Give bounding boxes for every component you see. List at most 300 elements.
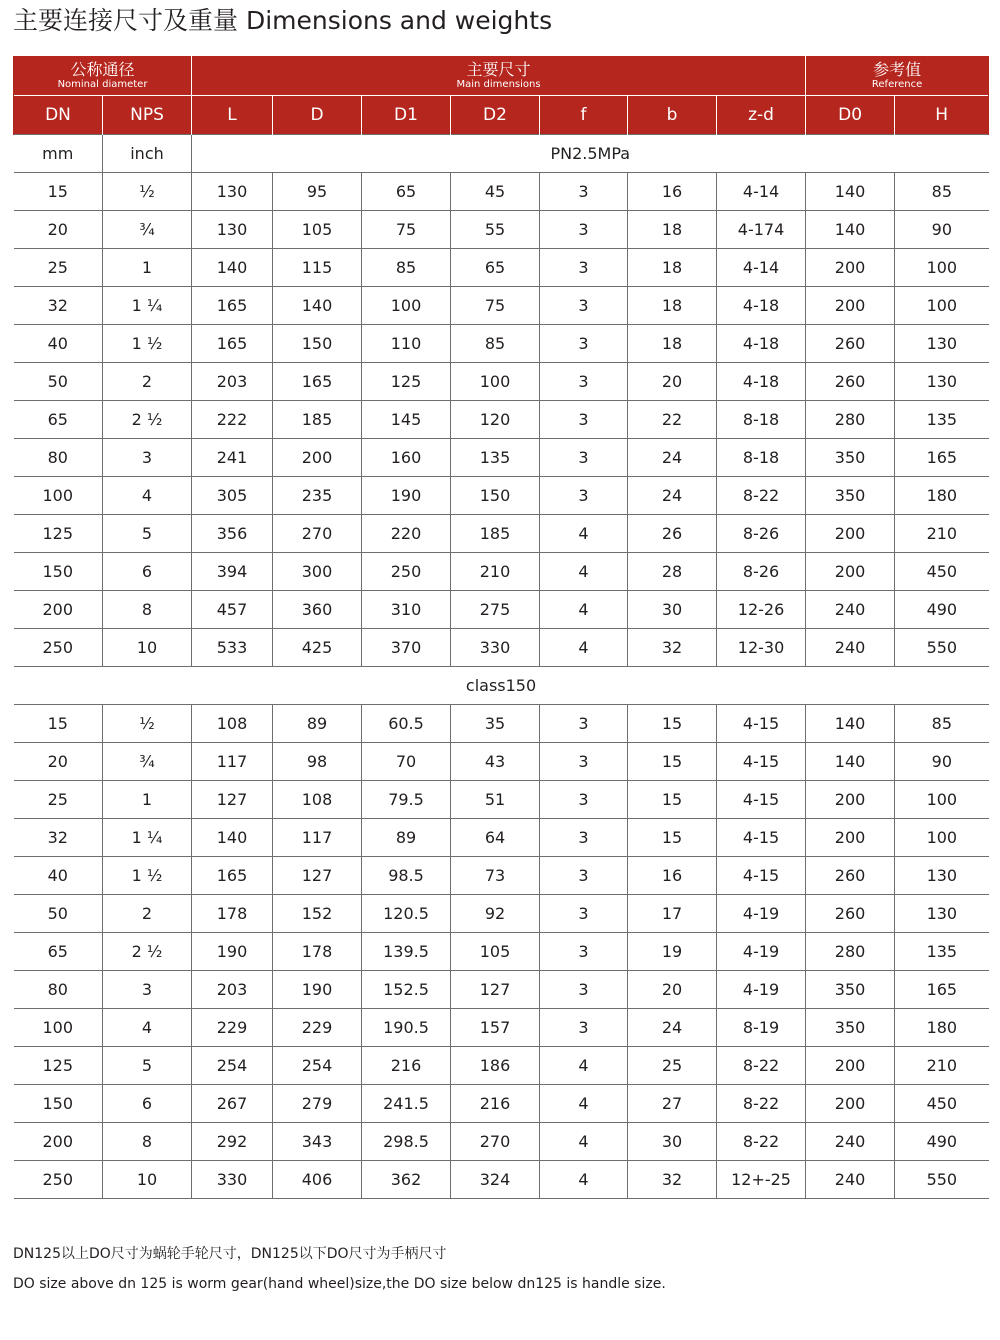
cell-h: 490 [895, 1123, 989, 1161]
cell-b: 32 [628, 629, 717, 667]
cell-f: 4 [540, 515, 628, 553]
group-header-row [14, 57, 989, 96]
cell-d0: 350 [806, 439, 895, 477]
cell-d: 343 [273, 1123, 362, 1161]
cell-dn: 65 [14, 401, 103, 439]
cell-z-d: 4-14 [717, 249, 806, 287]
note-zh: DN125以上DO尺寸为蜗轮手轮尺寸，DN125以下DO尺寸为手柄尺寸 [13, 1246, 447, 1262]
group-header-zh: 参考值 [873, 60, 922, 79]
cell-nps: 1 ½ [103, 857, 192, 895]
cell-d1: 65 [362, 173, 451, 211]
cell-d: 185 [273, 401, 362, 439]
cell-dn: 20 [14, 743, 103, 781]
cell-f: 4 [540, 1161, 628, 1199]
table-row [14, 933, 989, 971]
cell-d1: 220 [362, 515, 451, 553]
group-header-en: Main dimensions [456, 79, 541, 90]
cell-d: 140 [273, 287, 362, 325]
cell-b: 32 [628, 1161, 717, 1199]
cell-h: 85 [895, 173, 989, 211]
cell-nps: 1 [103, 249, 192, 287]
group-header-main-dimensions [192, 57, 806, 96]
cell-d1: 250 [362, 553, 451, 591]
cell-d: 108 [273, 781, 362, 819]
cell-dn: 250 [14, 1161, 103, 1199]
cell-l: 533 [192, 629, 273, 667]
cell-l: 117 [192, 743, 273, 781]
column-header-b: b [628, 96, 717, 135]
cell-h: 100 [895, 287, 989, 325]
cell-nps: 4 [103, 477, 192, 515]
cell-dn: 100 [14, 1009, 103, 1047]
cell-d2: 330 [451, 629, 540, 667]
cell-h: 85 [895, 705, 989, 743]
cell-f: 3 [540, 743, 628, 781]
cell-h: 130 [895, 325, 989, 363]
table-row [14, 515, 989, 553]
cell-l: 165 [192, 325, 273, 363]
cell-dn: 150 [14, 1085, 103, 1123]
cell-d1: 120.5 [362, 895, 451, 933]
cell-d2: 43 [451, 743, 540, 781]
cell-z-d: 4-15 [717, 857, 806, 895]
cell-d0: 200 [806, 249, 895, 287]
cell-nps: 10 [103, 1161, 192, 1199]
cell-f: 4 [540, 591, 628, 629]
cell-z-d: 8-18 [717, 401, 806, 439]
cell-h: 90 [895, 211, 989, 249]
cell-h: 490 [895, 591, 989, 629]
cell-f: 4 [540, 1123, 628, 1161]
cell-nps: 3 [103, 439, 192, 477]
cell-d: 190 [273, 971, 362, 1009]
column-header-h: H [895, 96, 989, 135]
cell-dn: 150 [14, 553, 103, 591]
cell-b: 15 [628, 819, 717, 857]
cell-f: 3 [540, 287, 628, 325]
cell-d2: 216 [451, 1085, 540, 1123]
units-row [14, 135, 989, 173]
table-row [14, 819, 989, 857]
cell-d1: 152.5 [362, 971, 451, 1009]
cell-d2: 150 [451, 477, 540, 515]
cell-f: 3 [540, 895, 628, 933]
cell-l: 203 [192, 363, 273, 401]
cell-nps: 3 [103, 971, 192, 1009]
cell-d: 152 [273, 895, 362, 933]
cell-d2: 185 [451, 515, 540, 553]
cell-d0: 200 [806, 1085, 895, 1123]
table-row [14, 591, 989, 629]
cell-d1: 190.5 [362, 1009, 451, 1047]
cell-d0: 260 [806, 325, 895, 363]
cell-d0: 260 [806, 363, 895, 401]
cell-f: 4 [540, 1047, 628, 1085]
cell-d1: 85 [362, 249, 451, 287]
cell-f: 4 [540, 1085, 628, 1123]
table-row [14, 743, 989, 781]
cell-h: 165 [895, 971, 989, 1009]
cell-z-d: 4-19 [717, 933, 806, 971]
cell-d0: 200 [806, 781, 895, 819]
cell-b: 15 [628, 781, 717, 819]
note-en: DO size above dn 125 is worm gear(hand wheel)size,the DO size below dn125 is handle size. [13, 1276, 666, 1292]
cell-dn: 125 [14, 1047, 103, 1085]
cell-d2: 65 [451, 249, 540, 287]
cell-d1: 79.5 [362, 781, 451, 819]
cell-f: 3 [540, 933, 628, 971]
cell-d: 178 [273, 933, 362, 971]
cell-d: 98 [273, 743, 362, 781]
cell-d2: 210 [451, 553, 540, 591]
cell-z-d: 8-19 [717, 1009, 806, 1047]
cell-d2: 270 [451, 1123, 540, 1161]
cell-d2: 275 [451, 591, 540, 629]
cell-l: 292 [192, 1123, 273, 1161]
column-header-d0: D0 [806, 96, 895, 135]
cell-d: 300 [273, 553, 362, 591]
cell-dn: 200 [14, 1123, 103, 1161]
cell-d2: 120 [451, 401, 540, 439]
cell-d1: 139.5 [362, 933, 451, 971]
cell-h: 180 [895, 477, 989, 515]
cell-l: 203 [192, 971, 273, 1009]
cell-l: 108 [192, 705, 273, 743]
cell-dn: 125 [14, 515, 103, 553]
unit-nps: inch [103, 135, 192, 173]
cell-z-d: 8-26 [717, 515, 806, 553]
cell-nps: ½ [103, 173, 192, 211]
column-header-d2: D2 [451, 96, 540, 135]
cell-h: 210 [895, 515, 989, 553]
cell-nps: 10 [103, 629, 192, 667]
cell-d1: 125 [362, 363, 451, 401]
cell-d0: 140 [806, 705, 895, 743]
cell-d2: 73 [451, 857, 540, 895]
cell-l: 130 [192, 173, 273, 211]
table-row [14, 325, 989, 363]
cell-d0: 240 [806, 591, 895, 629]
table-row [14, 287, 989, 325]
cell-l: 457 [192, 591, 273, 629]
cell-d1: 362 [362, 1161, 451, 1199]
cell-f: 4 [540, 553, 628, 591]
cell-h: 90 [895, 743, 989, 781]
cell-f: 3 [540, 781, 628, 819]
cell-f: 3 [540, 211, 628, 249]
unit-dn: mm [14, 135, 103, 173]
page-title: 主要连接尺寸及重量 Dimensions and weights [13, 6, 553, 35]
cell-b: 15 [628, 705, 717, 743]
cell-dn: 80 [14, 971, 103, 1009]
cell-d0: 200 [806, 515, 895, 553]
cell-d1: 216 [362, 1047, 451, 1085]
group-header-zh: 主要尺寸 [466, 60, 531, 79]
table-row [14, 971, 989, 1009]
column-header-l: L [192, 96, 273, 135]
cell-f: 3 [540, 705, 628, 743]
cell-b: 26 [628, 515, 717, 553]
cell-d0: 280 [806, 933, 895, 971]
cell-dn: 25 [14, 781, 103, 819]
cell-dn: 40 [14, 857, 103, 895]
cell-dn: 200 [14, 591, 103, 629]
cell-dn: 32 [14, 287, 103, 325]
cell-z-d: 4-18 [717, 287, 806, 325]
cell-d2: 85 [451, 325, 540, 363]
cell-d1: 298.5 [362, 1123, 451, 1161]
table-row [14, 249, 989, 287]
cell-b: 25 [628, 1047, 717, 1085]
cell-d: 200 [273, 439, 362, 477]
cell-d0: 260 [806, 857, 895, 895]
cell-f: 3 [540, 1009, 628, 1047]
cell-nps: 2 ½ [103, 401, 192, 439]
cell-b: 18 [628, 287, 717, 325]
column-header-z-d: z-d [717, 96, 806, 135]
cell-z-d: 8-22 [717, 477, 806, 515]
cell-dn: 80 [14, 439, 103, 477]
cell-d1: 100 [362, 287, 451, 325]
table-row [14, 401, 989, 439]
cell-d: 360 [273, 591, 362, 629]
table-row [14, 705, 989, 743]
cell-b: 20 [628, 971, 717, 1009]
cell-f: 3 [540, 971, 628, 1009]
cell-d0: 350 [806, 971, 895, 1009]
table-row [14, 1161, 989, 1199]
cell-d2: 75 [451, 287, 540, 325]
cell-l: 267 [192, 1085, 273, 1123]
cell-nps: 5 [103, 515, 192, 553]
cell-d: 105 [273, 211, 362, 249]
cell-d2: 51 [451, 781, 540, 819]
cell-h: 180 [895, 1009, 989, 1047]
cell-l: 394 [192, 553, 273, 591]
table-row [14, 857, 989, 895]
cell-l: 356 [192, 515, 273, 553]
cell-d2: 55 [451, 211, 540, 249]
table-row [14, 553, 989, 591]
cell-z-d: 4-18 [717, 363, 806, 401]
cell-d2: 105 [451, 933, 540, 971]
cell-z-d: 12-26 [717, 591, 806, 629]
cell-z-d: 4-174 [717, 211, 806, 249]
table-row [14, 1085, 989, 1123]
cell-d: 117 [273, 819, 362, 857]
cell-d: 115 [273, 249, 362, 287]
table-row [14, 895, 989, 933]
cell-h: 550 [895, 1161, 989, 1199]
cell-nps: 6 [103, 1085, 192, 1123]
cell-b: 24 [628, 477, 717, 515]
column-header-dn: DN [14, 96, 103, 135]
table-row [14, 781, 989, 819]
cell-dn: 20 [14, 211, 103, 249]
cell-d2: 35 [451, 705, 540, 743]
cell-d1: 310 [362, 591, 451, 629]
cell-d: 406 [273, 1161, 362, 1199]
cell-b: 30 [628, 591, 717, 629]
cell-d2: 127 [451, 971, 540, 1009]
cell-z-d: 4-14 [717, 173, 806, 211]
table-row [14, 1047, 989, 1085]
dimensions-table [13, 56, 989, 1199]
cell-f: 3 [540, 363, 628, 401]
group-header-reference [806, 57, 989, 96]
cell-nps: 2 [103, 363, 192, 401]
cell-d0: 200 [806, 1047, 895, 1085]
cell-nps: 2 ½ [103, 933, 192, 971]
cell-h: 100 [895, 781, 989, 819]
cell-l: 130 [192, 211, 273, 249]
cell-nps: 4 [103, 1009, 192, 1047]
pressure-rating: PN2.5MPa [192, 135, 989, 173]
cell-l: 222 [192, 401, 273, 439]
cell-b: 19 [628, 933, 717, 971]
section-row [14, 667, 989, 705]
cell-h: 165 [895, 439, 989, 477]
cell-h: 135 [895, 933, 989, 971]
cell-b: 18 [628, 249, 717, 287]
cell-z-d: 4-15 [717, 781, 806, 819]
table-row [14, 1123, 989, 1161]
cell-nps: 8 [103, 1123, 192, 1161]
cell-b: 28 [628, 553, 717, 591]
cell-h: 130 [895, 895, 989, 933]
cell-h: 100 [895, 249, 989, 287]
cell-b: 30 [628, 1123, 717, 1161]
cell-d: 254 [273, 1047, 362, 1085]
cell-nps: ¾ [103, 743, 192, 781]
cell-nps: 5 [103, 1047, 192, 1085]
table-row [14, 211, 989, 249]
cell-d0: 280 [806, 401, 895, 439]
cell-d0: 140 [806, 211, 895, 249]
cell-dn: 15 [14, 705, 103, 743]
cell-z-d: 4-15 [717, 743, 806, 781]
cell-b: 18 [628, 211, 717, 249]
cell-d1: 370 [362, 629, 451, 667]
cell-f: 3 [540, 857, 628, 895]
cell-nps: 1 ¼ [103, 819, 192, 857]
cell-nps: 1 [103, 781, 192, 819]
cell-h: 130 [895, 857, 989, 895]
cell-d2: 45 [451, 173, 540, 211]
cell-l: 127 [192, 781, 273, 819]
cell-b: 16 [628, 173, 717, 211]
cell-z-d: 4-15 [717, 819, 806, 857]
cell-d: 229 [273, 1009, 362, 1047]
cell-h: 135 [895, 401, 989, 439]
cell-f: 3 [540, 439, 628, 477]
cell-b: 24 [628, 439, 717, 477]
group-header-zh: 公称通径 [70, 60, 135, 79]
cell-z-d: 8-26 [717, 553, 806, 591]
cell-d: 95 [273, 173, 362, 211]
cell-f: 3 [540, 325, 628, 363]
group-header-en: Reference [871, 79, 923, 90]
cell-d: 279 [273, 1085, 362, 1123]
cell-z-d: 8-22 [717, 1123, 806, 1161]
cell-b: 16 [628, 857, 717, 895]
table-row [14, 173, 989, 211]
cell-f: 3 [540, 401, 628, 439]
cell-d1: 241.5 [362, 1085, 451, 1123]
cell-b: 24 [628, 1009, 717, 1047]
cell-z-d: 4-15 [717, 705, 806, 743]
cell-h: 130 [895, 363, 989, 401]
cell-nps: ¾ [103, 211, 192, 249]
cell-l: 190 [192, 933, 273, 971]
cell-z-d: 12+-25 [717, 1161, 806, 1199]
cell-z-d: 8-22 [717, 1047, 806, 1085]
cell-d: 425 [273, 629, 362, 667]
cell-dn: 32 [14, 819, 103, 857]
cell-d0: 140 [806, 743, 895, 781]
cell-d1: 145 [362, 401, 451, 439]
cell-l: 165 [192, 857, 273, 895]
cell-nps: 1 ½ [103, 325, 192, 363]
cell-l: 165 [192, 287, 273, 325]
cell-z-d: 4-18 [717, 325, 806, 363]
cell-l: 241 [192, 439, 273, 477]
cell-d: 165 [273, 363, 362, 401]
cell-h: 450 [895, 1085, 989, 1123]
cell-f: 3 [540, 477, 628, 515]
cell-h: 550 [895, 629, 989, 667]
group-header-en: Nominal diameter [57, 79, 148, 90]
table-row [14, 363, 989, 401]
cell-f: 3 [540, 173, 628, 211]
table-row [14, 439, 989, 477]
cell-d0: 350 [806, 1009, 895, 1047]
cell-d1: 190 [362, 477, 451, 515]
column-header-d1: D1 [362, 96, 451, 135]
cell-d: 270 [273, 515, 362, 553]
cell-d0: 240 [806, 1123, 895, 1161]
cell-b: 20 [628, 363, 717, 401]
cell-d0: 200 [806, 819, 895, 857]
section-label: class150 [14, 667, 989, 705]
cell-d0: 200 [806, 553, 895, 591]
cell-l: 140 [192, 819, 273, 857]
column-header-f: f [540, 96, 628, 135]
cell-d0: 240 [806, 629, 895, 667]
cell-nps: 1 ¼ [103, 287, 192, 325]
cell-d1: 75 [362, 211, 451, 249]
cell-h: 210 [895, 1047, 989, 1085]
cell-d1: 98.5 [362, 857, 451, 895]
cell-l: 178 [192, 895, 273, 933]
cell-nps: ½ [103, 705, 192, 743]
cell-l: 330 [192, 1161, 273, 1199]
cell-b: 15 [628, 743, 717, 781]
cell-z-d: 4-19 [717, 971, 806, 1009]
column-header-d: D [273, 96, 362, 135]
cell-dn: 65 [14, 933, 103, 971]
cell-dn: 250 [14, 629, 103, 667]
cell-z-d: 12-30 [717, 629, 806, 667]
cell-nps: 2 [103, 895, 192, 933]
cell-d0: 200 [806, 287, 895, 325]
cell-nps: 6 [103, 553, 192, 591]
cell-d2: 92 [451, 895, 540, 933]
cell-d1: 160 [362, 439, 451, 477]
cell-f: 3 [540, 819, 628, 857]
cell-b: 27 [628, 1085, 717, 1123]
cell-b: 18 [628, 325, 717, 363]
